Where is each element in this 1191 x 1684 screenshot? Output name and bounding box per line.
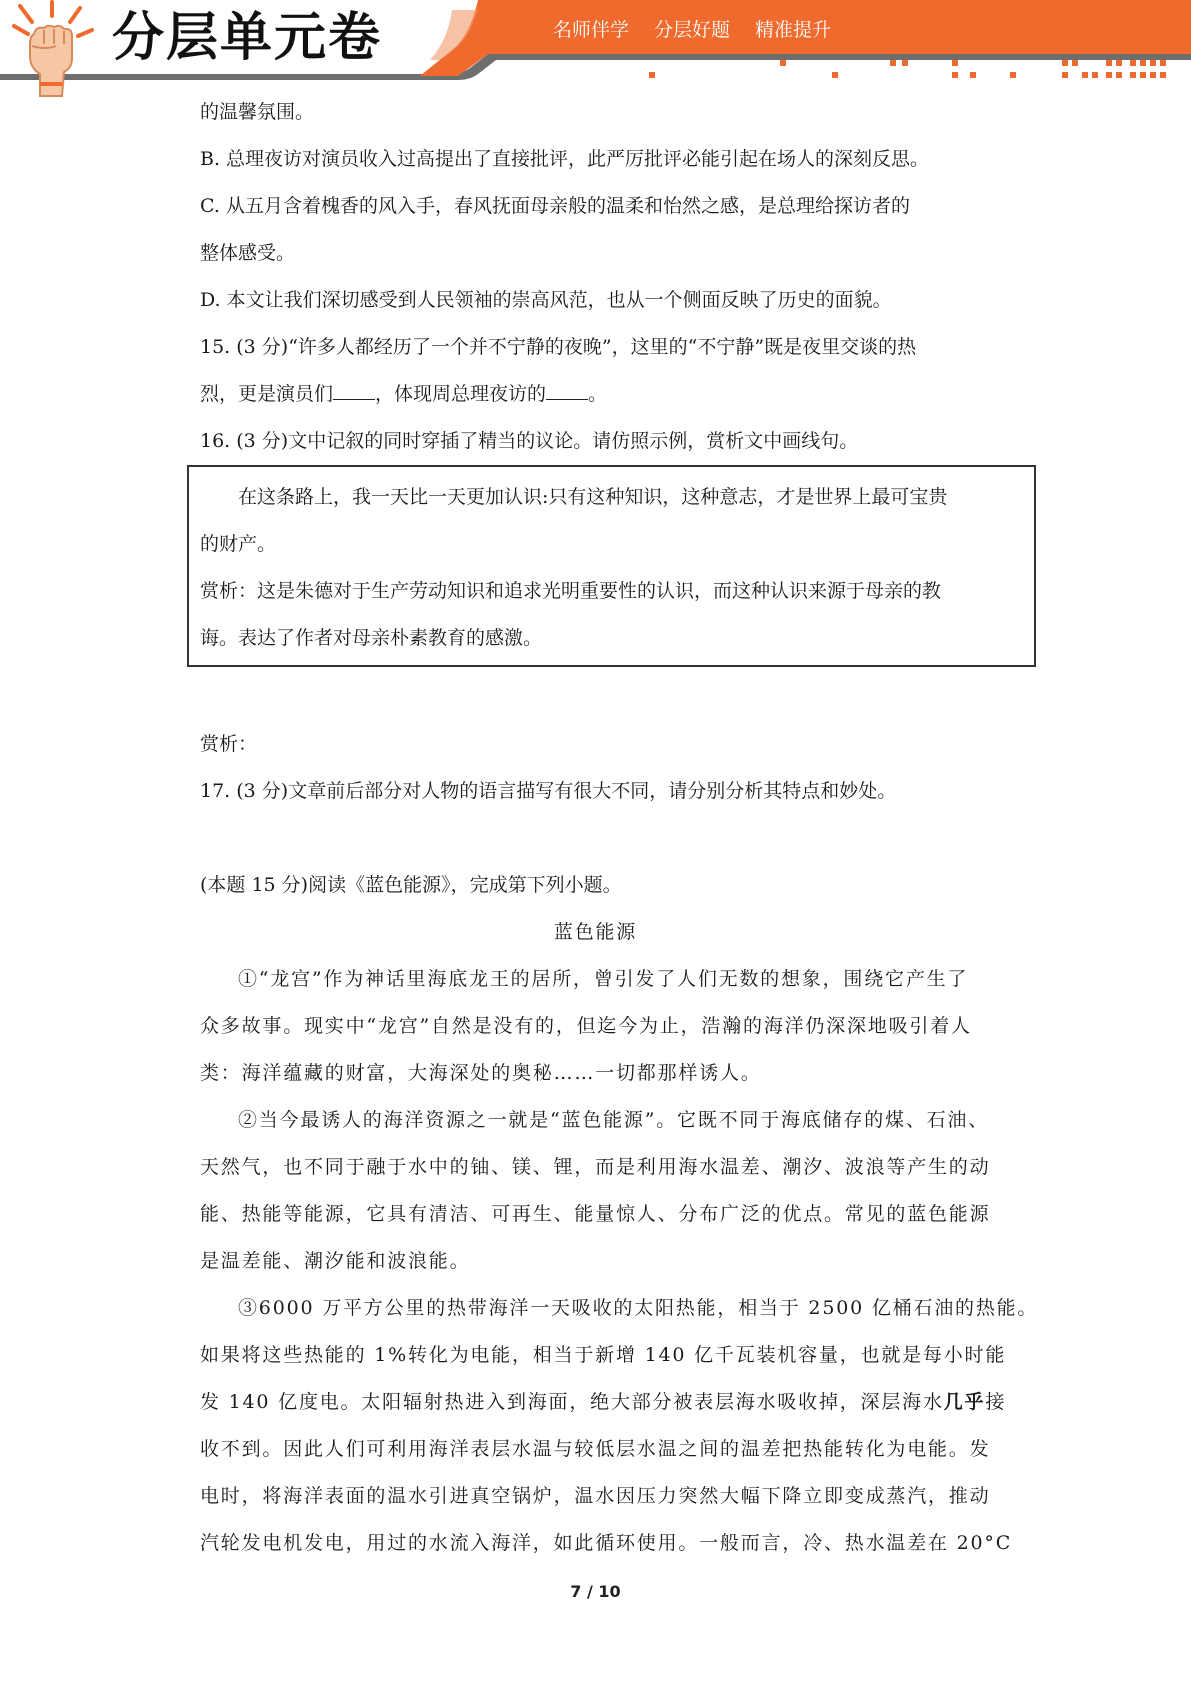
paragraph-3-line2: 如果将这些热能的 1%转化为电能，相当于新增 140 亿千瓦装机容量，也就是每小时能 bbox=[200, 1344, 1007, 1366]
option-d: D. 本文让我们深切感受到人民领袖的崇高风范，也从一个侧面反映了历史的面貌。 bbox=[200, 289, 892, 311]
paragraph-3-line4: 收不到。因此人们可利用海洋表层水温与较低层水温之间的温差把热能转化为电能。发 bbox=[200, 1438, 991, 1460]
slogan-teacher: 名师伴学 bbox=[553, 19, 630, 41]
paragraph-2-line4: 是温差能、潮汐能和波浪能。 bbox=[200, 1250, 471, 1272]
question-17: 17. (3 分)文章前后部分对人物的语言描写有很大不同，请分别分析其特点和妙处。 bbox=[200, 780, 897, 802]
p3-line3-text: 发 140 亿度电。太阳辐射热进入到海面，绝大部分被表层海水吸收掉，深层海水 bbox=[200, 1391, 944, 1413]
page-number: 7 / 10 bbox=[570, 1582, 621, 1601]
page-header bbox=[0, 0, 1191, 100]
paragraph-2-line1: ②当今最诱人的海洋资源之一就是“蓝色能源”。它既不同于海底储存的煤、石油、 bbox=[238, 1109, 990, 1131]
option-c-line1: C. 从五月含着槐香的风入手，春风抚面母亲般的温柔和怡然之感，是总理给探访者的 bbox=[200, 195, 910, 217]
slogan-improve: 精准提升 bbox=[755, 19, 832, 41]
article-title: 蓝色能源 bbox=[553, 921, 638, 943]
question-16: 16. (3 分)文中记叙的同时穿插了精当的议论。请仿照示例，赏析文中画线句。 bbox=[200, 430, 859, 452]
option-a-tail: 的温馨氛围。 bbox=[200, 101, 315, 123]
answer-blank-2[interactable] bbox=[546, 381, 588, 400]
slogan-questions: 分层好题 bbox=[654, 19, 731, 41]
answer-blank-1[interactable] bbox=[333, 381, 375, 400]
example-line3: 赏析：这是朱德对于生产劳动知识和追求光明重要性的认识，而这种认识来源于母亲的教 bbox=[200, 580, 942, 602]
answer-label: 赏析： bbox=[200, 733, 258, 755]
paragraph-3-line6: 汽轮发电机发电，用过的水流入海洋，如此循环使用。一般而言，冷、热水温差在 20°C bbox=[200, 1532, 1013, 1554]
paragraph-1-line2: 众多故事。现实中“龙宫”自然是没有的，但迄今为止，浩瀚的海洋仍深深地吸引着人 bbox=[200, 1015, 972, 1037]
section-intro: (本题 15 分)阅读《蓝色能源》，完成第下列小题。 bbox=[200, 874, 622, 896]
brand-title: 分层单元卷 bbox=[112, 8, 383, 68]
paragraph-3-line1: ③6000 万平方公里的热带海洋一天吸收的太阳热能，相当于 2500 亿桶石油的热能。 bbox=[238, 1297, 1039, 1319]
example-line2: 的财产。 bbox=[200, 533, 277, 555]
p3-line3-tail: 接 bbox=[985, 1391, 1007, 1413]
fist-icon bbox=[6, 0, 98, 98]
paragraph-2-line3: 能、热能等能源，它具有清洁、可再生、能量惊人、分布广泛的优点。常见的蓝色能源 bbox=[200, 1203, 991, 1225]
option-b: B. 总理夜访对演员收入过高提出了直接批评，此严厉批评必能引起在场人的深刻反思。 bbox=[200, 148, 930, 170]
option-c-line2: 整体感受。 bbox=[200, 242, 296, 264]
paragraph-3-line5: 电时，将海洋表面的温水引进真空锅炉，温水因压力突然大幅下降立即变成蒸汽，推动 bbox=[200, 1485, 991, 1507]
underlined-phrase: 几乎 bbox=[943, 1391, 986, 1413]
example-line1: 在这条路上，我一天比一天更加认识:只有这种知识，这种意志，才是世界上最可宝贵 bbox=[238, 486, 948, 508]
paragraph-3-line3 bbox=[200, 1388, 1006, 1416]
example-line4: 诲。表达了作者对母亲朴素教育的感激。 bbox=[200, 627, 543, 649]
paragraph-1-line1: ①“龙宫”作为神话里海底龙王的居所，曾引发了人们无数的想象，围绕它产生了 bbox=[238, 968, 969, 990]
q15-text-a: 烈，更是演员们 bbox=[200, 383, 334, 405]
q15-text-b: ，体现周总理夜访的 bbox=[375, 383, 547, 405]
paragraph-2-line2: 天然气，也不同于融于水中的铀、镁、锂，而是利用海水温差、潮汐、波浪等产生的动 bbox=[200, 1156, 991, 1178]
question-15-line2 bbox=[200, 380, 607, 408]
q15-text-c: 。 bbox=[588, 383, 608, 405]
paragraph-1-line3: 类：海洋蕴藏的财富，大海深处的奥秘……一切都那样诱人。 bbox=[200, 1062, 762, 1084]
question-15-line1: 15. (3 分)“许多人都经历了一个并不宁静的夜晚”，这里的“不宁静”既是夜里交谈的热 bbox=[200, 336, 917, 358]
